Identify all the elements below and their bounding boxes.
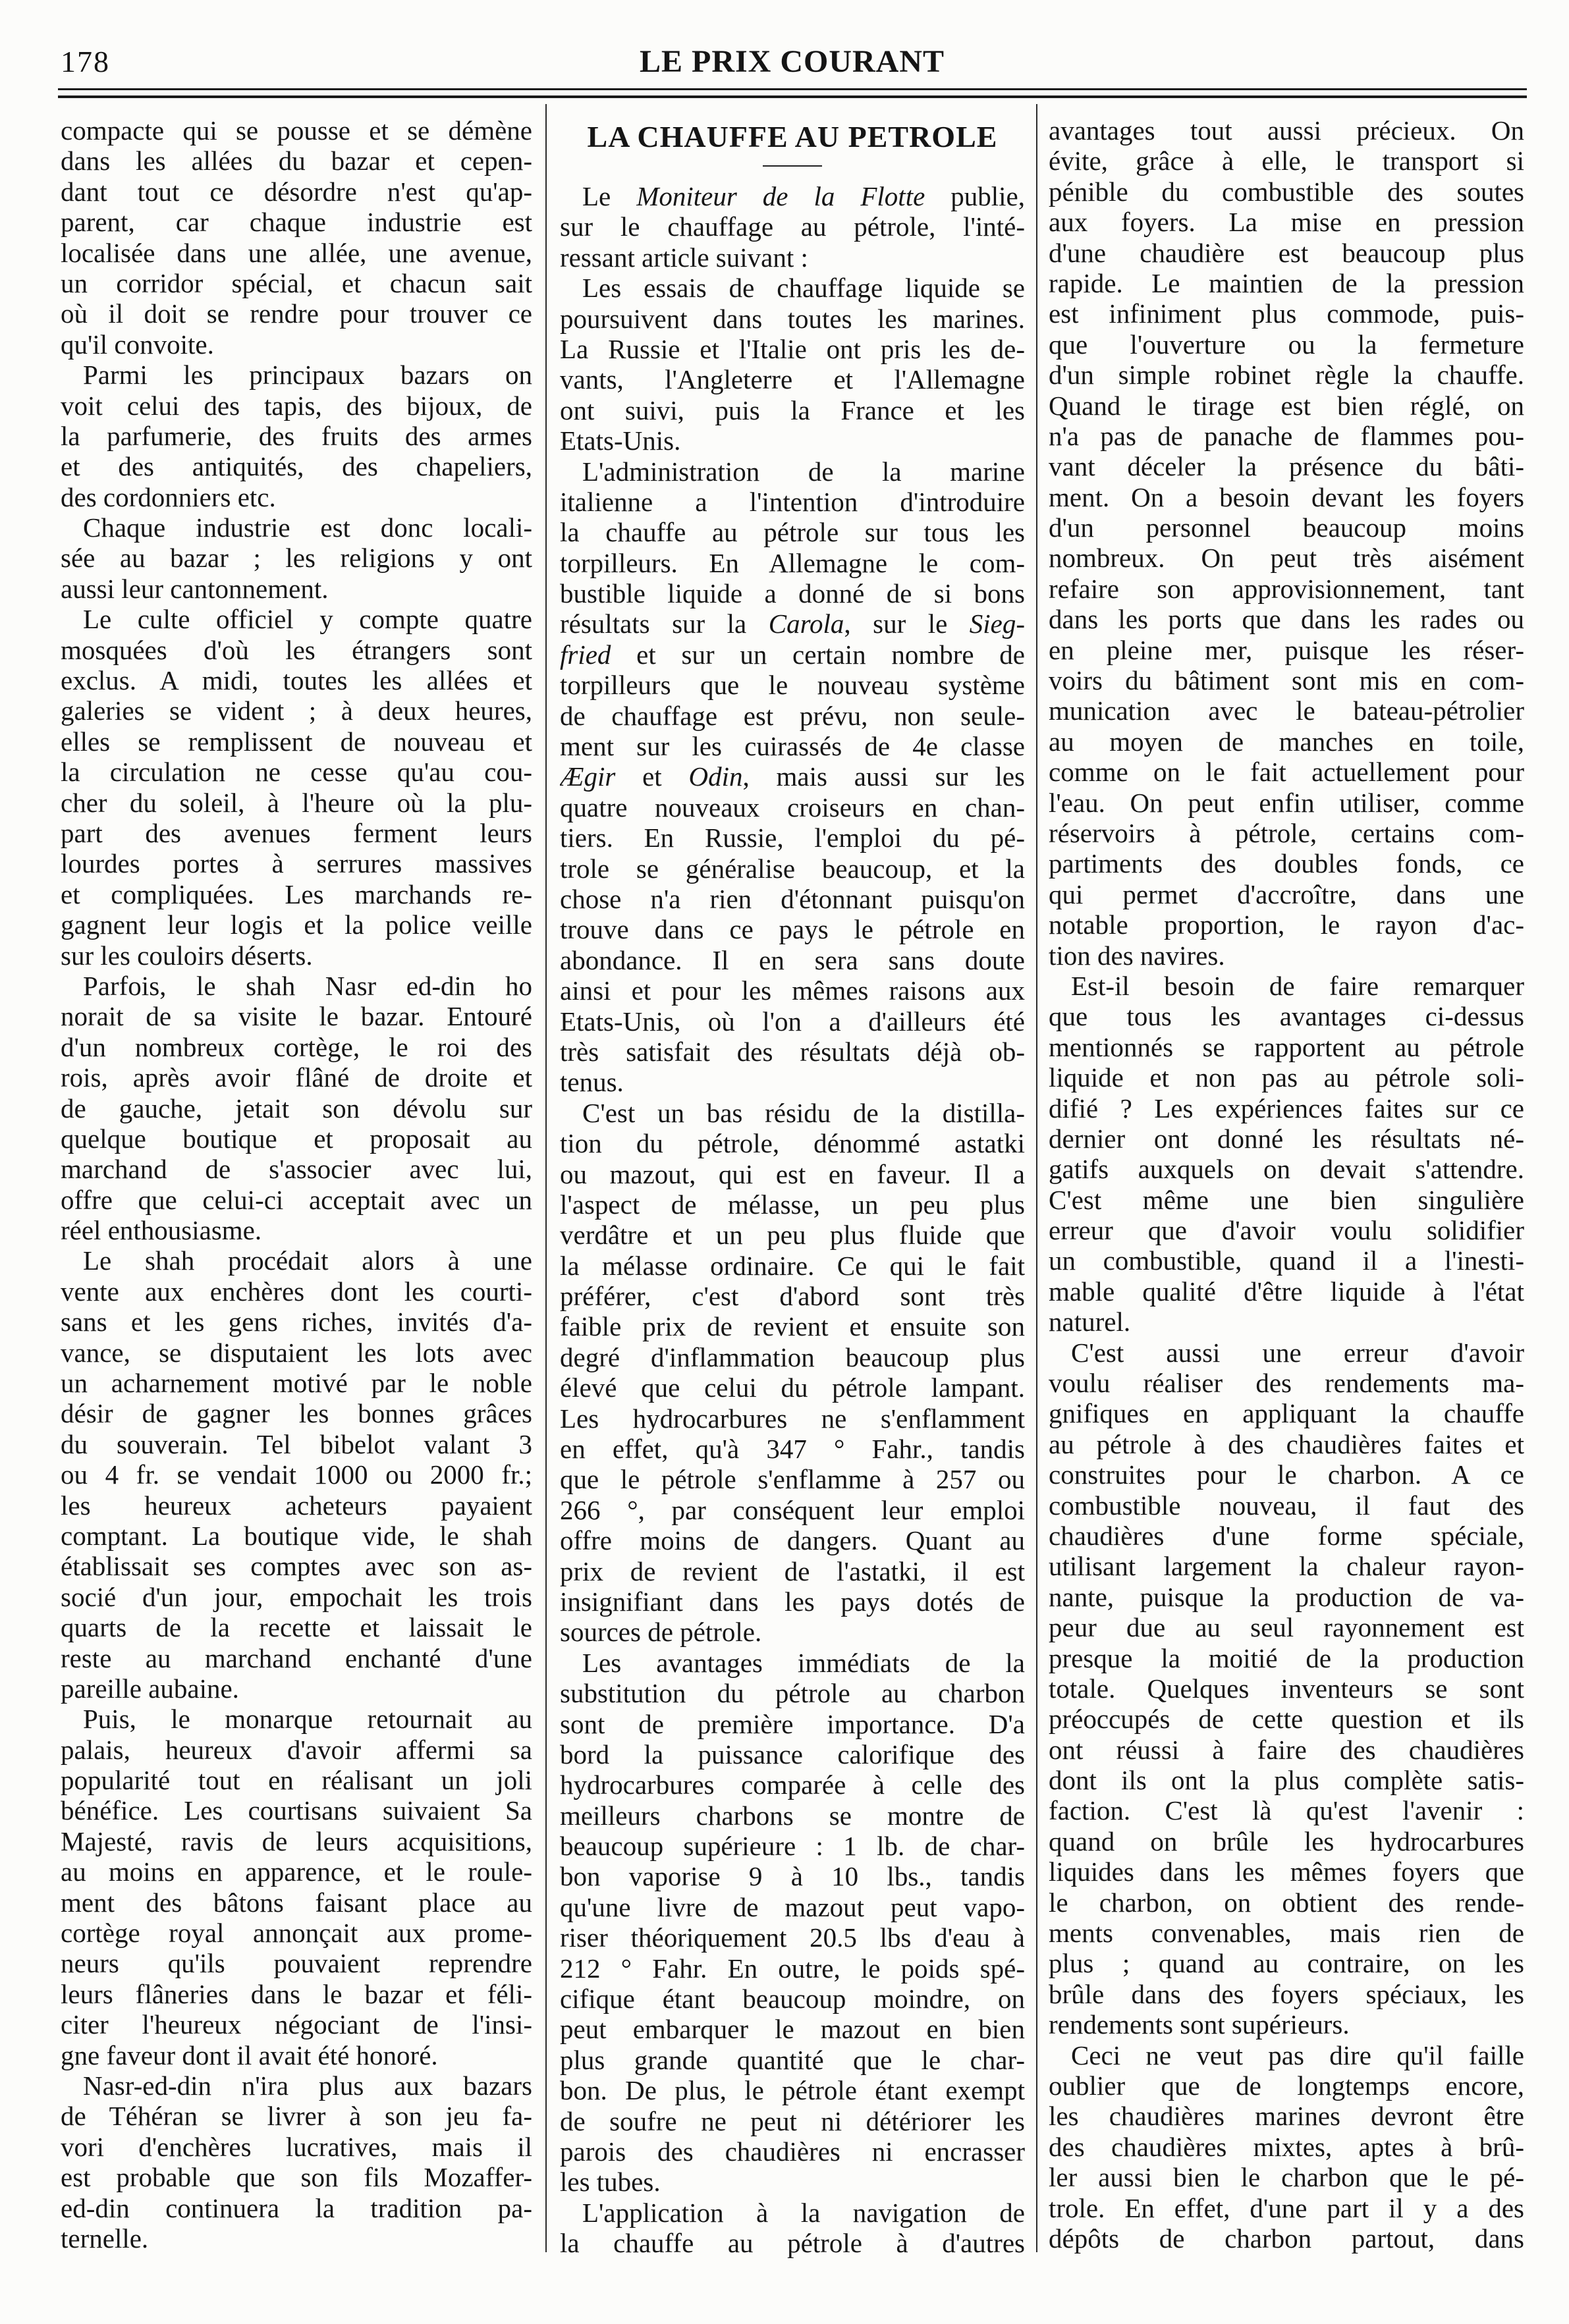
paragraph — [61, 115, 532, 360]
text-line: Le shah procédait alors à une — [83, 1245, 532, 1276]
text-line: ment des bâtons faisant place au — [61, 1887, 532, 1918]
text-line: dans les ports que dans les rades ou — [1049, 604, 1524, 635]
text-line: nombreux. On peut très aisément — [1049, 543, 1524, 574]
text-line: liquide et non pas au pétrole soli- — [1049, 1062, 1524, 1093]
text-line: C'est un bas résidu de la distilla- — [582, 1097, 1025, 1128]
text-line: sur les couloirs déserts. — [61, 940, 313, 971]
text-run: et — [615, 761, 689, 792]
text-line — [560, 761, 1025, 792]
text-line: aussi leur cantonnement. — [61, 573, 329, 604]
text-line: un corridor spécial, et chacun sait — [61, 267, 532, 298]
text-line: bon. De plus, le pétrole étant exempt — [560, 2075, 1025, 2106]
text-line: brûle dans des foyers spéciaux, les — [1049, 1978, 1524, 2009]
italic-text: fried — [560, 639, 611, 670]
column-right — [1049, 115, 1524, 2254]
text-line: Ceci ne veut pas dire qu'il faille — [1071, 2040, 1524, 2070]
text-line: vance, se disputaient les lots avec — [61, 1337, 532, 1368]
text-line: socié d'un jour, empochait les trois — [61, 1581, 532, 1612]
column-rule — [545, 104, 547, 2252]
text-line: leurs flâneries dans le bazar et féli- — [61, 1978, 532, 2009]
text-run: , sur le — [844, 608, 970, 639]
text-line: Parfois, le shah Nasr ed-din ho — [83, 970, 532, 1001]
text-line: au moins en apparence, et le roule- — [61, 1856, 532, 1887]
italic-text: Ægir — [560, 761, 616, 792]
text-line: évite, grâce à elle, le transport si — [1049, 146, 1524, 176]
text-line: ont réussi à faire des chaudières — [1049, 1734, 1524, 1765]
column-rule — [1036, 104, 1037, 2252]
text-line: ou 4 fr. se vendait 1000 ou 2000 fr.; — [61, 1459, 532, 1490]
text-line: exclus. A midi, toutes les allées et — [61, 665, 532, 696]
text-line: hydrocarbures comparée à celle des — [560, 1770, 1025, 1800]
text-line: part des avenues ferment leurs — [61, 817, 532, 848]
text-line: trole se généralise beaucoup, et la — [560, 853, 1025, 884]
text-line — [560, 181, 1025, 211]
text-line: quelque boutique et proposait au — [61, 1123, 532, 1154]
paragraph — [560, 1098, 1025, 1648]
text-line: Majesté, ravis de leurs acquisitions, — [61, 1825, 532, 1856]
text-line: du souverain. Tel bibelot valant 3 — [61, 1428, 532, 1459]
text-line: plus grande quantité que le char- — [560, 2044, 1025, 2075]
text-line: voulu réaliser des rendements ma- — [1049, 1368, 1524, 1399]
article-title: LA CHAUFFE AU PETROLE — [587, 120, 998, 153]
text-line: des chaudières mixtes, aptes à brû- — [1049, 2131, 1524, 2162]
text-line: et des antiquités, des chapeliers, — [61, 451, 532, 482]
text-line: parent, car chaque industrie est — [61, 207, 532, 238]
text-line: C'est même une bien singulière — [1049, 1184, 1524, 1215]
text-line: cortège royal annonçait aux prome- — [61, 1918, 532, 1949]
text-line: plus ; quand au contraire, on les — [1049, 1948, 1524, 1979]
paragraph — [560, 456, 1025, 1098]
paragraph — [61, 1245, 532, 1704]
text-line: est infiniment plus commode, puis- — [1049, 298, 1524, 329]
text-line: nante, puisque la production de va- — [1049, 1581, 1524, 1612]
text-line: ont suivi, puis la France et les — [560, 394, 1025, 425]
text-line: qu'il convoite. — [61, 329, 214, 360]
text-line: trouve dans ce pays le pétrole en — [560, 914, 1025, 945]
text-line: vants, l'Angleterre et l'Allemagne — [560, 364, 1025, 395]
paragraph — [61, 2070, 532, 2254]
text-line: 212 ° Fahr. En outre, le poids spé- — [560, 1953, 1025, 1984]
text-line: neurs qu'ils pouvaient reprendre — [61, 1948, 532, 1979]
text-line: lourdes portes à serrures massives — [61, 848, 532, 879]
paragraph — [560, 273, 1025, 456]
text-line: abondance. Il en sera sans doute — [560, 944, 1025, 975]
text-line: de Téhéran se livrer à son jeu fa- — [61, 2101, 532, 2132]
text-line: gne faveur dont il avait été honoré. — [61, 2040, 438, 2070]
paragraph — [560, 1648, 1025, 2198]
header-rule — [58, 95, 1527, 98]
text-line: dépôts de charbon partout, dans — [1049, 2223, 1524, 2254]
text-line: gnifiques en appliquant la chauffe — [1049, 1398, 1524, 1429]
text-line: verdâtre et un peu plus fluide que — [560, 1220, 1025, 1251]
text-line: elles se remplissent de nouveau et — [61, 726, 532, 757]
text-line: d'un simple robinet règle la chauffe. — [1049, 360, 1524, 391]
paragraph — [61, 971, 532, 1246]
text-line: compacte qui se pousse et se démène — [61, 115, 532, 146]
text-line: rendements sont supérieurs. — [1049, 2009, 1350, 2040]
text-line: rapide. Le maintien de la pression — [1049, 267, 1524, 298]
text-line: où il doit se rendre pour trouver ce — [61, 298, 532, 329]
text-line: la mélasse ordinaire. Ce qui le fait — [560, 1250, 1025, 1281]
text-line: ment sur les cuirassés de 4e classe — [560, 731, 1025, 762]
text-line: préférer, c'est d'abord sont très — [560, 1281, 1025, 1312]
column-text — [560, 181, 1025, 2259]
text-line: Est-il besoin de faire remarquer — [1071, 970, 1524, 1001]
text-line: localisée dans une allée, une avenue, — [61, 237, 532, 268]
text-line: trole. En effet, d'une part il y a des — [1049, 2192, 1524, 2223]
text-line: désir de gagner les bonnes grâces — [61, 1398, 532, 1429]
text-line: offre moins de dangers. Quant au — [560, 1525, 1025, 1556]
text-line: ments convenables, mais rien de — [1049, 1918, 1524, 1949]
text-line: voirs du bâtiment sont mis en com- — [1049, 665, 1524, 696]
text-line: au pétrole à des chaudières faites et — [1049, 1428, 1524, 1459]
text-line: voit celui des tapis, des bijoux, de — [61, 390, 532, 421]
text-line: offre que celui-ci acceptait avec un — [61, 1184, 532, 1215]
text-line — [560, 639, 1025, 670]
text-line: Les essais de chauffage liquide se — [582, 273, 1025, 304]
text-line: d'un personnel beaucoup moins — [1049, 512, 1524, 543]
text-line: quatre nouveaux croiseurs en chan- — [560, 792, 1025, 823]
text-line: que l'ouverture ou la fermeture — [1049, 329, 1524, 360]
text-line: pareille aubaine. — [61, 1673, 239, 1704]
text-line: n'a pas de panache de flammes pou- — [1049, 420, 1524, 451]
text-line: vant déceler la présence du bâti- — [1049, 451, 1524, 482]
text-line: tion du pétrole, dénommé astatki — [560, 1128, 1025, 1159]
text-line: gatifs auxquels on devait s'attendre. — [1049, 1154, 1524, 1185]
paragraph — [61, 512, 532, 604]
running-head: LE PRIX COURANT — [639, 44, 945, 79]
text-line: Parmi les principaux bazars on — [83, 360, 532, 391]
text-line: réel enthousiasme. — [61, 1215, 262, 1246]
text-line: torpilleurs. En Allemagne le com- — [560, 547, 1025, 578]
text-line: tiers. En Russie, l'emploi du pé- — [560, 823, 1025, 853]
paragraph — [560, 181, 1025, 273]
text-line: et compliquées. Les marchands re- — [61, 878, 532, 909]
text-line: l'eau. On peut enfin utiliser, comme — [1049, 787, 1524, 818]
text-line: avantages tout aussi précieux. On — [1049, 115, 1524, 146]
text-line: reste au marchand enchanté d'une — [61, 1642, 532, 1673]
text-line: mosquées d'où les étrangers sont — [61, 634, 532, 665]
text-line: sans et les gens riches, invités d'a- — [61, 1307, 532, 1338]
text-line: Nasr-ed-din n'ira plus aux bazars — [83, 2070, 532, 2101]
text-line: aux foyers. La mise en pression — [1049, 207, 1524, 238]
text-line: rois, après avoir flâné de droite et — [61, 1062, 532, 1093]
text-line: tenus. — [560, 1067, 624, 1098]
text-line: l'aspect de mélasse, un peu plus — [560, 1189, 1025, 1220]
text-line: élevé que celui du pétrole lampant. — [560, 1372, 1025, 1403]
text-line: prix de revient de l'astatki, il est — [560, 1555, 1025, 1586]
text-line: norait de sa visite le bazar. Entouré — [61, 1001, 532, 1032]
text-line: les heureux acheteurs payaient — [61, 1490, 532, 1521]
text-line: qui permet d'accroître, dans une — [1049, 878, 1524, 909]
text-line: faction. C'est là qu'est l'avenir : — [1049, 1795, 1524, 1826]
text-line: cifique étant beaucoup moindre, on — [560, 1984, 1025, 2014]
text-line: popularité tout en réalisant un joli — [61, 1765, 532, 1796]
text-line: pénible du combustible des soutes — [1049, 176, 1524, 207]
text-line: bord la puissance calorifique des — [560, 1739, 1025, 1770]
text-line: citer l'heureux négociant de l'insi- — [61, 2009, 532, 2040]
text-run: Le — [582, 181, 637, 211]
text-line: galeries se vident ; à deux heures, — [61, 695, 532, 726]
text-line: quand on brûle les hydrocarbures — [1049, 1825, 1524, 1856]
text-line: les tubes. — [560, 2167, 661, 2198]
text-line: peut embarquer le mazout en bien — [560, 2014, 1025, 2045]
text-line: naturel. — [1049, 1307, 1131, 1338]
text-line: degré d'inflammation beaucoup plus — [560, 1341, 1025, 1372]
text-line: ainsi et pour les mêmes raisons aux — [560, 975, 1025, 1006]
text-line: vori d'enchères lucratives, mais il — [61, 2131, 532, 2162]
text-line: ed-din continuera la tradition pa- — [61, 2192, 532, 2223]
text-line: un acharnement motivé par le noble — [61, 1368, 532, 1399]
text-line: en pleine mer, puisque les réser- — [1049, 634, 1524, 665]
text-line: dont ils ont la plus complète satis- — [1049, 1765, 1524, 1796]
text-line: d'une chaudière est beaucoup plus — [1049, 237, 1524, 268]
text-line: ternelle. — [61, 2223, 149, 2254]
paragraph — [61, 1704, 532, 2070]
text-line: construites pour le charbon. A ce — [1049, 1459, 1524, 1490]
column-left — [61, 115, 532, 2254]
text-line: Etats-Unis. — [560, 425, 681, 456]
text-line: mentionnés se rapportent au pétrole — [1049, 1031, 1524, 1062]
text-line: tion des navires. — [1049, 940, 1225, 971]
text-line: les chaudières marines devront être — [1049, 2101, 1524, 2132]
text-line: notable proportion, le rayon d'ac- — [1049, 909, 1524, 940]
text-line: marchand de s'associer avec lui, — [61, 1154, 532, 1185]
text-line: Les avantages immédiats de la — [582, 1647, 1025, 1678]
text-line: munication avec le bateau-pétrolier — [1049, 695, 1524, 726]
text-line: chose n'a rien d'étonnant puisqu'on — [560, 883, 1025, 914]
text-line: substitution du pétrole au charbon — [560, 1678, 1025, 1709]
italic-text: Sieg- — [969, 608, 1025, 639]
text-line: difié ? Les expériences faites sur ce — [1049, 1093, 1524, 1123]
text-line: quarts de la recette et laissait le — [61, 1612, 532, 1643]
text-line: d'un nombreux cortège, le roi des — [61, 1031, 532, 1062]
text-line: chaudières d'une forme spéciale, — [1049, 1520, 1524, 1551]
italic-text: Carola — [768, 608, 844, 639]
text-line: parois des chaudières ni encrasser — [560, 2136, 1025, 2167]
paragraph — [1049, 115, 1524, 971]
text-line: sur le chauffage au pétrole, l'inté- — [560, 211, 1025, 242]
text-line: 266 °, par conséquent leur emploi — [560, 1494, 1025, 1525]
text-line: ressant article suivant : — [560, 242, 808, 273]
text-line: comptant. La boutique vide, le shah — [61, 1520, 532, 1551]
text-line: utilisant largement la chaleur rayon- — [1049, 1551, 1524, 1582]
text-line: que tous les avantages ci-dessus — [1049, 1001, 1524, 1032]
text-line: réservoirs à pétrole, certains com- — [1049, 817, 1524, 848]
text-line: combustible nouveau, il faut des — [1049, 1490, 1524, 1521]
text-line: Quand le tirage est bien réglé, on — [1049, 390, 1524, 421]
italic-text: Moniteur de la Flotte — [636, 181, 925, 211]
text-line: le charbon, on obtient des rende- — [1049, 1887, 1524, 1918]
text-line: beaucoup supérieure : 1 lb. de char- — [560, 1831, 1025, 1862]
text-line: ler aussi bien le charbon que le pé- — [1049, 2162, 1524, 2193]
text-line: italienne a l'intention d'introduire — [560, 486, 1025, 517]
text-line: dant tout ce désordre n'est qu'ap- — [61, 176, 532, 207]
paragraph — [1049, 2040, 1524, 2254]
text-line: liquides dans les mêmes foyers que — [1049, 1856, 1524, 1887]
text-line: un combustible, quand il a l'inesti- — [1049, 1245, 1524, 1276]
text-run: et sur un certain nombre de — [611, 639, 1025, 670]
italic-text: Odin — [688, 761, 743, 792]
text-line: cher du soleil, à l'heure où la plu- — [61, 787, 532, 818]
text-run: résultats sur la — [560, 608, 769, 639]
text-line: comme on le fait actuellement pour — [1049, 757, 1524, 788]
text-line: bénéfice. Les courtisans suivaient Sa — [61, 1795, 532, 1826]
text-run: publie, — [925, 181, 1025, 211]
text-line: ment. On a besoin devant les foyers — [1049, 481, 1524, 512]
text-line: faible prix de revient et ensuite son — [560, 1311, 1025, 1342]
text-line: la circulation ne cesse qu'au cou- — [61, 757, 532, 788]
text-line: L'application à la navigation de — [582, 2197, 1025, 2228]
page-number: 178 — [61, 45, 110, 78]
text-line: au moyen de manches en toile, — [1049, 726, 1524, 757]
paragraph — [1049, 971, 1524, 1338]
text-line: insignifiant dans les pays dotés de — [560, 1586, 1025, 1617]
text-line: sources de pétrole. — [560, 1617, 762, 1648]
text-line: L'administration de la marine — [582, 456, 1025, 487]
header-rule — [58, 88, 1527, 90]
text-line: erreur que d'avoir voulu solidifier — [1049, 1215, 1524, 1246]
paragraph — [61, 604, 532, 971]
text-line — [560, 608, 1025, 639]
text-line: partiments des doubles fonds, ce — [1049, 848, 1524, 879]
text-line: la parfumerie, des fruits des armes — [61, 420, 532, 451]
text-line: en effet, qu'à 347 ° Fahr., tandis — [560, 1434, 1025, 1465]
text-line: mable qualité d'être liquide à l'état — [1049, 1276, 1524, 1307]
text-line: refaire son approvisionnement, tant — [1049, 573, 1524, 604]
title-divider — [763, 165, 822, 167]
text-line: de soufre ne peut ni détériorer les — [560, 2105, 1025, 2136]
text-line: vente aux enchères dont les courti- — [61, 1276, 532, 1307]
text-line: totale. Quelques inventeurs se sont — [1049, 1673, 1524, 1704]
text-line: très satisfait des résultats déjà ob- — [560, 1036, 1025, 1067]
text-line: palais, heureux d'avoir affermi sa — [61, 1734, 532, 1765]
text-line: de gauche, jetait son dévolu sur — [61, 1093, 532, 1123]
text-line: dernier ont donné les résultats né- — [1049, 1123, 1524, 1154]
text-line: Chaque industrie est donc locali- — [83, 512, 532, 543]
text-line: C'est aussi une erreur d'avoir — [1071, 1337, 1524, 1368]
text-line: Etats-Unis, où l'on a d'ailleurs été — [560, 1006, 1025, 1037]
text-line: est probable que son fils Mozaffer- — [61, 2162, 532, 2193]
text-line: presque la moitié de la production — [1049, 1642, 1524, 1673]
text-line: meilleurs charbons se montre de — [560, 1800, 1025, 1831]
paragraph — [61, 360, 532, 512]
paragraph — [560, 2198, 1025, 2259]
column-text — [1049, 115, 1524, 2254]
column-text — [61, 115, 532, 2254]
text-line: bon vaporise 9 à 10 lbs., tandis — [560, 1861, 1025, 1892]
text-line: la chauffe au pétrole sur tous les — [560, 517, 1025, 548]
text-line: établissait ses comptes avec son as- — [61, 1551, 532, 1582]
text-line: Le culte officiel y compte quatre — [83, 604, 532, 635]
text-line: ou mazout, qui est en faveur. Il a — [560, 1158, 1025, 1189]
text-line: de chauffage est prévu, non seule- — [560, 700, 1025, 731]
text-line: torpilleurs que le nouveau système — [560, 670, 1025, 701]
text-line: peur due au seul rayonnement est — [1049, 1612, 1524, 1643]
text-line: oublier que de longtemps encore, — [1049, 2070, 1524, 2101]
text-line: qu'une livre de mazout peut vapo- — [560, 1891, 1025, 1922]
text-line: Puis, le monarque retournait au — [83, 1704, 532, 1735]
text-line: la chauffe au pétrole à d'autres — [560, 2228, 1025, 2259]
text-line: sont de première importance. D'a — [560, 1708, 1025, 1739]
text-run: , mais aussi sur les — [742, 761, 1025, 792]
column-middle — [560, 115, 1025, 2259]
text-line: que le pétrole s'enflamme à 257 ou — [560, 1464, 1025, 1495]
text-line: riser théoriquement 20.5 lbs d'eau à — [560, 1922, 1025, 1953]
text-line: poursuivent dans toutes les marines. — [560, 303, 1025, 334]
text-line: bustible liquide a donné de si bons — [560, 578, 1025, 609]
text-line: La Russie et l'Italie ont pris les de- — [560, 333, 1025, 364]
text-line: des cordonniers etc. — [61, 481, 276, 512]
text-line: dans les allées du bazar et cepen- — [61, 146, 532, 176]
paragraph — [1049, 1338, 1524, 2040]
text-line: préoccupés de cette question et ils — [1049, 1704, 1524, 1735]
text-line: Les hydrocarbures ne s'enflamment — [560, 1403, 1025, 1434]
text-line: sée au bazar ; les religions y ont — [61, 543, 532, 574]
text-line: gagnent leur logis et la police veille — [61, 909, 532, 940]
